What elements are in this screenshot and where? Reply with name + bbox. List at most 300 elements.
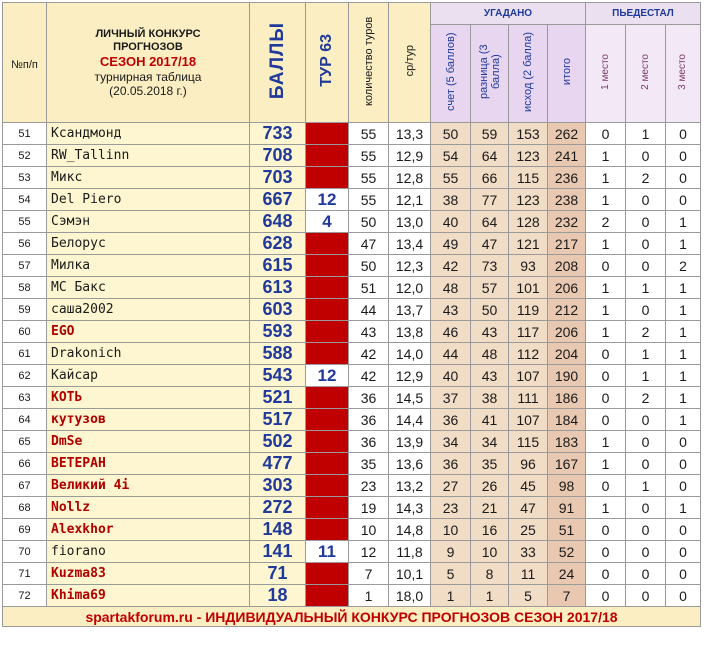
- avg-cell: 12,9: [389, 145, 431, 167]
- outcome-cell: 5: [509, 585, 548, 607]
- place3-cell: 0: [666, 189, 701, 211]
- outcome-cell: 153: [509, 123, 548, 145]
- table-row: [3, 233, 701, 255]
- table-row: [3, 563, 701, 585]
- diff-cell: 43: [471, 365, 509, 387]
- row-number: 71: [3, 563, 47, 585]
- season-label: СЕЗОН 2017/18: [99, 53, 197, 69]
- table-row: [3, 167, 701, 189]
- player-name: Великий 4i: [47, 475, 250, 497]
- place2-cell: 2: [626, 387, 666, 409]
- points-cell: 648: [250, 211, 306, 233]
- total-cell: 91: [548, 497, 586, 519]
- place3-cell: 0: [666, 541, 701, 563]
- tours-count-cell: 42: [349, 365, 389, 387]
- tours-count-cell: 10: [349, 519, 389, 541]
- tours-count-cell: 19: [349, 497, 389, 519]
- table-row: [3, 321, 701, 343]
- points-cell: 733: [250, 123, 306, 145]
- score-cell: 23: [431, 497, 471, 519]
- place2-cell: 0: [626, 189, 666, 211]
- total-cell: 51: [548, 519, 586, 541]
- points-cell: 18: [250, 585, 306, 607]
- player-name: Nollz: [47, 497, 250, 519]
- place2-cell: 2: [626, 167, 666, 189]
- tours-count-cell: 50: [349, 211, 389, 233]
- place1-cell: 0: [586, 343, 626, 365]
- row-number: 52: [3, 145, 47, 167]
- diff-cell: 16: [471, 519, 509, 541]
- points-cell: 703: [250, 167, 306, 189]
- diff-cell: 47: [471, 233, 509, 255]
- total-cell: 232: [548, 211, 586, 233]
- col-header-total: итого: [548, 25, 586, 123]
- points-cell: 477: [250, 453, 306, 475]
- player-name: КОТЬ: [47, 387, 250, 409]
- tours-count-cell: 35: [349, 453, 389, 475]
- avg-cell: 13,6: [389, 453, 431, 475]
- tours-count-cell: 55: [349, 189, 389, 211]
- table-row: [3, 189, 701, 211]
- total-cell: 206: [548, 277, 586, 299]
- tour-cell: [306, 167, 349, 189]
- tour-cell: [306, 387, 349, 409]
- avg-cell: 12,1: [389, 189, 431, 211]
- row-number: 67: [3, 475, 47, 497]
- score-cell: 40: [431, 211, 471, 233]
- total-cell: 52: [548, 541, 586, 563]
- place1-cell: 0: [586, 519, 626, 541]
- row-number: 72: [3, 585, 47, 607]
- total-cell: 206: [548, 321, 586, 343]
- tours-count-cell: 7: [349, 563, 389, 585]
- total-cell: 184: [548, 409, 586, 431]
- tour-cell: 11: [306, 541, 349, 563]
- group-guessed: УГАДАНО: [431, 3, 586, 25]
- player-name: кутузов: [47, 409, 250, 431]
- place1-cell: 0: [586, 563, 626, 585]
- outcome-cell: 111: [509, 387, 548, 409]
- outcome-cell: 107: [509, 365, 548, 387]
- diff-cell: 66: [471, 167, 509, 189]
- row-number: 61: [3, 343, 47, 365]
- score-cell: 27: [431, 475, 471, 497]
- avg-cell: 14,5: [389, 387, 431, 409]
- tours-count-cell: 1: [349, 585, 389, 607]
- total-cell: 186: [548, 387, 586, 409]
- diff-cell: 57: [471, 277, 509, 299]
- points-cell: 613: [250, 277, 306, 299]
- tours-count-cell: 12: [349, 541, 389, 563]
- score-cell: 38: [431, 189, 471, 211]
- tours-count-cell: 55: [349, 167, 389, 189]
- avg-cell: 13,7: [389, 299, 431, 321]
- place2-cell: 0: [626, 431, 666, 453]
- table-row: [3, 299, 701, 321]
- diff-cell: 48: [471, 343, 509, 365]
- place2-cell: 1: [626, 343, 666, 365]
- diff-cell: 8: [471, 563, 509, 585]
- tours-count-cell: 50: [349, 255, 389, 277]
- footer-banner: spartakforum.ru - ИНДИВИДУАЛЬНЫЙ КОНКУРС ПРОГНОЗОВ СЕЗОН 2017/18: [3, 607, 701, 627]
- place1-cell: 1: [586, 431, 626, 453]
- player-name: Кайсар: [47, 365, 250, 387]
- diff-cell: 59: [471, 123, 509, 145]
- total-cell: 190: [548, 365, 586, 387]
- tour-cell: [306, 233, 349, 255]
- place1-cell: 1: [586, 321, 626, 343]
- place3-cell: 2: [666, 255, 701, 277]
- place2-cell: 0: [626, 453, 666, 475]
- table-row: [3, 409, 701, 431]
- total-cell: 236: [548, 167, 586, 189]
- row-number: 57: [3, 255, 47, 277]
- player-name: Alexkhor: [47, 519, 250, 541]
- diff-cell: 34: [471, 431, 509, 453]
- subtitle: турнирная таблица: [94, 69, 202, 84]
- place1-cell: 0: [586, 123, 626, 145]
- player-name: Белорус: [47, 233, 250, 255]
- score-cell: 50: [431, 123, 471, 145]
- player-name: Микс: [47, 167, 250, 189]
- points-cell: 543: [250, 365, 306, 387]
- place1-cell: 1: [586, 233, 626, 255]
- date-label: (20.05.2018 г.): [109, 83, 187, 98]
- player-name: MC Бакс: [47, 277, 250, 299]
- diff-cell: 50: [471, 299, 509, 321]
- score-cell: 54: [431, 145, 471, 167]
- total-cell: 204: [548, 343, 586, 365]
- tours-count-cell: 51: [349, 277, 389, 299]
- row-number: 53: [3, 167, 47, 189]
- tour-cell: [306, 255, 349, 277]
- diff-cell: 38: [471, 387, 509, 409]
- place3-cell: 1: [666, 497, 701, 519]
- diff-cell: 10: [471, 541, 509, 563]
- col-header-diff: разница (3 балла): [471, 25, 509, 123]
- tours-count-cell: 55: [349, 123, 389, 145]
- total-cell: 238: [548, 189, 586, 211]
- table-row: [3, 365, 701, 387]
- outcome-cell: 45: [509, 475, 548, 497]
- player-name: Сэмэн: [47, 211, 250, 233]
- outcome-cell: 25: [509, 519, 548, 541]
- outcome-cell: 47: [509, 497, 548, 519]
- avg-cell: 12,0: [389, 277, 431, 299]
- score-cell: 55: [431, 167, 471, 189]
- table-row: [3, 519, 701, 541]
- place2-cell: 1: [626, 475, 666, 497]
- score-cell: 43: [431, 299, 471, 321]
- col-header-score: счет (5 баллов): [431, 25, 471, 123]
- score-cell: 42: [431, 255, 471, 277]
- avg-cell: 12,8: [389, 167, 431, 189]
- avg-cell: 13,9: [389, 431, 431, 453]
- score-cell: 49: [431, 233, 471, 255]
- tour-cell: [306, 497, 349, 519]
- outcome-cell: 123: [509, 145, 548, 167]
- score-cell: 10: [431, 519, 471, 541]
- player-name: Del Piero: [47, 189, 250, 211]
- place2-cell: 0: [626, 563, 666, 585]
- place1-cell: 1: [586, 277, 626, 299]
- tour-cell: 4: [306, 211, 349, 233]
- col-header-num: №п/п: [3, 3, 47, 123]
- col-header-avg: ср/тур: [389, 3, 431, 123]
- table-row: [3, 585, 701, 607]
- row-number: 64: [3, 409, 47, 431]
- col-header-tour: ТУР 63: [306, 3, 349, 123]
- tour-cell: [306, 343, 349, 365]
- outcome-cell: 121: [509, 233, 548, 255]
- place1-cell: 0: [586, 585, 626, 607]
- place1-cell: 0: [586, 475, 626, 497]
- outcome-cell: 112: [509, 343, 548, 365]
- player-name: RW_Tallinn: [47, 145, 250, 167]
- tours-count-cell: 36: [349, 431, 389, 453]
- outcome-cell: 93: [509, 255, 548, 277]
- table-row: [3, 453, 701, 475]
- place1-cell: 1: [586, 497, 626, 519]
- score-cell: 1: [431, 585, 471, 607]
- score-cell: 48: [431, 277, 471, 299]
- score-cell: 36: [431, 453, 471, 475]
- avg-cell: 10,1: [389, 563, 431, 585]
- place2-cell: 0: [626, 211, 666, 233]
- place3-cell: 0: [666, 563, 701, 585]
- avg-cell: 12,9: [389, 365, 431, 387]
- avg-cell: 14,3: [389, 497, 431, 519]
- table-row: [3, 497, 701, 519]
- points-cell: 521: [250, 387, 306, 409]
- col-header-place2: 2 место: [626, 25, 666, 123]
- tour-cell: [306, 431, 349, 453]
- player-name: EGO: [47, 321, 250, 343]
- points-cell: 588: [250, 343, 306, 365]
- diff-cell: 43: [471, 321, 509, 343]
- tours-count-cell: 55: [349, 145, 389, 167]
- player-name: Khima69: [47, 585, 250, 607]
- row-number: 66: [3, 453, 47, 475]
- place3-cell: 0: [666, 453, 701, 475]
- score-cell: 44: [431, 343, 471, 365]
- tours-count-cell: 36: [349, 409, 389, 431]
- score-cell: 40: [431, 365, 471, 387]
- avg-cell: 14,8: [389, 519, 431, 541]
- col-header-place3: 3 место: [666, 25, 701, 123]
- outcome-cell: 101: [509, 277, 548, 299]
- outcome-cell: 107: [509, 409, 548, 431]
- total-cell: 241: [548, 145, 586, 167]
- place3-cell: 1: [666, 211, 701, 233]
- points-cell: 628: [250, 233, 306, 255]
- avg-cell: 13,0: [389, 211, 431, 233]
- points-cell: 517: [250, 409, 306, 431]
- table-title: [47, 3, 250, 123]
- place2-cell: 1: [626, 277, 666, 299]
- place2-cell: 0: [626, 255, 666, 277]
- place3-cell: 0: [666, 431, 701, 453]
- score-cell: 37: [431, 387, 471, 409]
- diff-cell: 26: [471, 475, 509, 497]
- score-cell: 46: [431, 321, 471, 343]
- place1-cell: 2: [586, 211, 626, 233]
- points-cell: 141: [250, 541, 306, 563]
- tours-count-cell: 23: [349, 475, 389, 497]
- place2-cell: 1: [626, 365, 666, 387]
- place3-cell: 0: [666, 585, 701, 607]
- place1-cell: 0: [586, 409, 626, 431]
- total-cell: 208: [548, 255, 586, 277]
- points-cell: 708: [250, 145, 306, 167]
- tour-cell: [306, 123, 349, 145]
- avg-cell: 18,0: [389, 585, 431, 607]
- place2-cell: 0: [626, 145, 666, 167]
- col-header-points: БАЛЛЫ: [250, 3, 306, 123]
- score-cell: 36: [431, 409, 471, 431]
- place3-cell: 1: [666, 321, 701, 343]
- row-number: 55: [3, 211, 47, 233]
- row-number: 62: [3, 365, 47, 387]
- row-number: 70: [3, 541, 47, 563]
- row-number: 54: [3, 189, 47, 211]
- place1-cell: 1: [586, 453, 626, 475]
- player-name: Ксандмонд: [47, 123, 250, 145]
- tour-cell: [306, 475, 349, 497]
- table-row: [3, 123, 701, 145]
- place1-cell: 0: [586, 541, 626, 563]
- col-header-tours-count: количество туров: [349, 3, 389, 123]
- place1-cell: 1: [586, 299, 626, 321]
- tour-cell: [306, 409, 349, 431]
- row-number: 51: [3, 123, 47, 145]
- avg-cell: 11,8: [389, 541, 431, 563]
- player-name: Милка: [47, 255, 250, 277]
- player-name: Drakonich: [47, 343, 250, 365]
- row-number: 59: [3, 299, 47, 321]
- points-cell: 71: [250, 563, 306, 585]
- outcome-cell: 128: [509, 211, 548, 233]
- place2-cell: 0: [626, 519, 666, 541]
- table-row: [3, 255, 701, 277]
- title-line1: ЛИЧНЫЙ КОНКУРС: [95, 27, 201, 40]
- avg-cell: 13,2: [389, 475, 431, 497]
- table-row: [3, 211, 701, 233]
- diff-cell: 35: [471, 453, 509, 475]
- place3-cell: 0: [666, 123, 701, 145]
- row-number: 68: [3, 497, 47, 519]
- outcome-cell: 115: [509, 431, 548, 453]
- row-number: 69: [3, 519, 47, 541]
- total-cell: 217: [548, 233, 586, 255]
- row-number: 58: [3, 277, 47, 299]
- place1-cell: 0: [586, 365, 626, 387]
- outcome-cell: 115: [509, 167, 548, 189]
- diff-cell: 64: [471, 145, 509, 167]
- tours-count-cell: 47: [349, 233, 389, 255]
- tour-cell: [306, 563, 349, 585]
- place1-cell: 1: [586, 167, 626, 189]
- avg-cell: 14,0: [389, 343, 431, 365]
- place2-cell: 0: [626, 299, 666, 321]
- points-cell: 272: [250, 497, 306, 519]
- tours-count-cell: 44: [349, 299, 389, 321]
- table-row: [3, 277, 701, 299]
- table-row: [3, 475, 701, 497]
- place2-cell: 0: [626, 409, 666, 431]
- tour-cell: 12: [306, 365, 349, 387]
- place1-cell: 0: [586, 255, 626, 277]
- player-name: Kuzma83: [47, 563, 250, 585]
- outcome-cell: 119: [509, 299, 548, 321]
- avg-cell: 12,3: [389, 255, 431, 277]
- player-name: DmSe: [47, 431, 250, 453]
- place2-cell: 0: [626, 497, 666, 519]
- total-cell: 7: [548, 585, 586, 607]
- score-cell: 9: [431, 541, 471, 563]
- row-number: 56: [3, 233, 47, 255]
- tour-cell: [306, 145, 349, 167]
- place3-cell: 1: [666, 387, 701, 409]
- place1-cell: 0: [586, 387, 626, 409]
- row-number: 65: [3, 431, 47, 453]
- place3-cell: 0: [666, 145, 701, 167]
- place2-cell: 1: [626, 123, 666, 145]
- tour-cell: [306, 585, 349, 607]
- diff-cell: 41: [471, 409, 509, 431]
- diff-cell: 73: [471, 255, 509, 277]
- points-cell: 502: [250, 431, 306, 453]
- points-cell: 148: [250, 519, 306, 541]
- title-line2: ПРОГНОЗОВ: [113, 40, 183, 53]
- tour-cell: [306, 519, 349, 541]
- place3-cell: 1: [666, 233, 701, 255]
- outcome-cell: 11: [509, 563, 548, 585]
- tours-count-cell: 36: [349, 387, 389, 409]
- outcome-cell: 117: [509, 321, 548, 343]
- points-cell: 667: [250, 189, 306, 211]
- points-cell: 303: [250, 475, 306, 497]
- place2-cell: 0: [626, 233, 666, 255]
- place3-cell: 1: [666, 409, 701, 431]
- table-row: [3, 431, 701, 453]
- place3-cell: 0: [666, 519, 701, 541]
- table-row: [3, 387, 701, 409]
- points-cell: 593: [250, 321, 306, 343]
- tours-count-cell: 43: [349, 321, 389, 343]
- place2-cell: 2: [626, 321, 666, 343]
- place1-cell: 1: [586, 145, 626, 167]
- score-cell: 5: [431, 563, 471, 585]
- standings-table: [2, 2, 701, 627]
- player-name: ВЕТЕРАН: [47, 453, 250, 475]
- tours-count-cell: 42: [349, 343, 389, 365]
- points-cell: 615: [250, 255, 306, 277]
- total-cell: 183: [548, 431, 586, 453]
- score-cell: 34: [431, 431, 471, 453]
- total-cell: 167: [548, 453, 586, 475]
- group-podium: ПЬЕДЕСТАЛ: [586, 3, 701, 25]
- avg-cell: 14,4: [389, 409, 431, 431]
- diff-cell: 64: [471, 211, 509, 233]
- total-cell: 24: [548, 563, 586, 585]
- total-cell: 212: [548, 299, 586, 321]
- diff-cell: 21: [471, 497, 509, 519]
- points-cell: 603: [250, 299, 306, 321]
- tour-cell: 12: [306, 189, 349, 211]
- place3-cell: 0: [666, 475, 701, 497]
- table-row: [3, 145, 701, 167]
